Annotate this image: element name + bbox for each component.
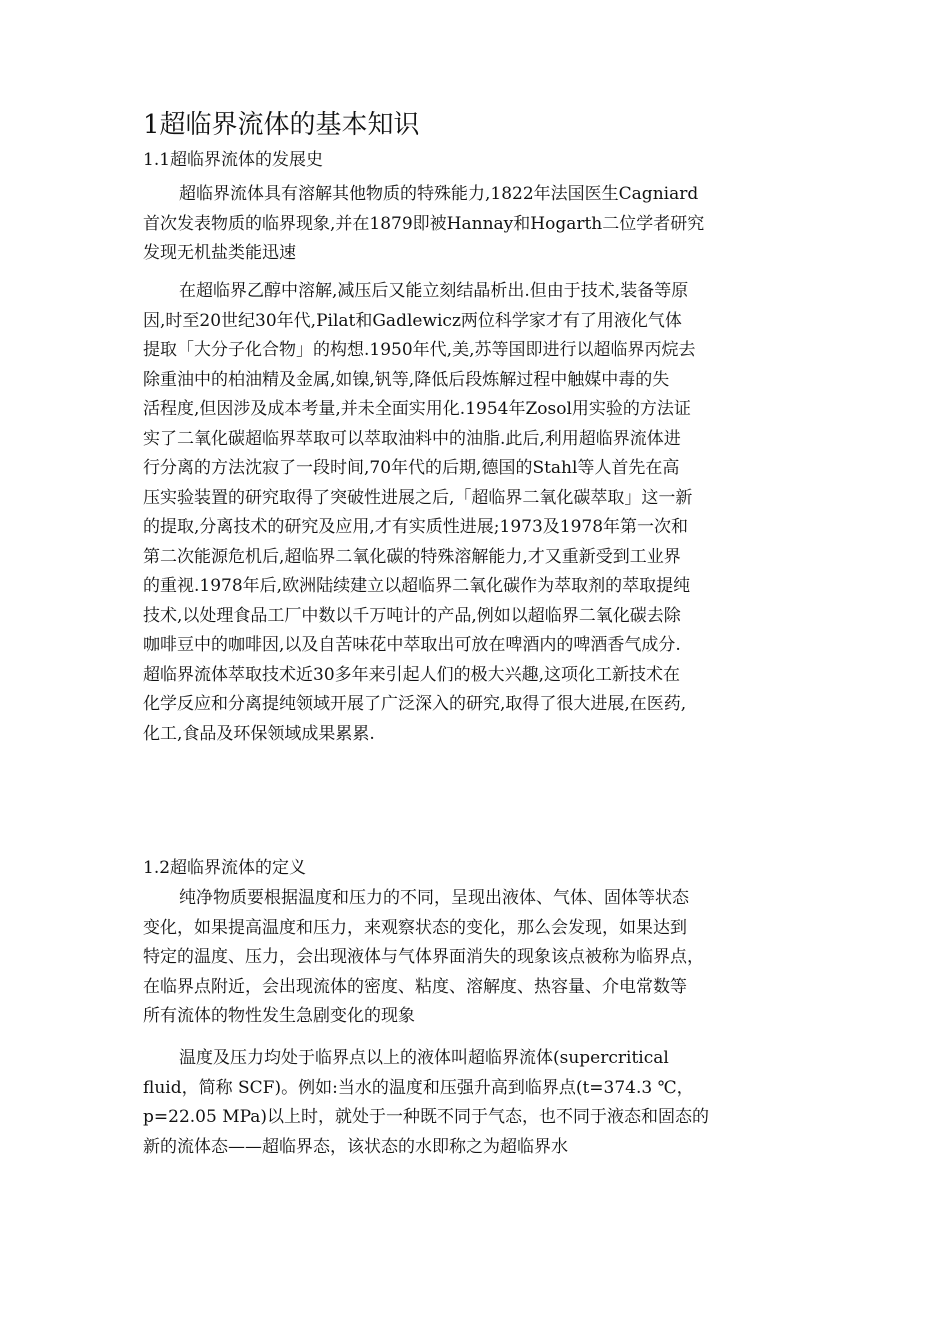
text-line: 纯净物质要根据温度和压力的不同，呈现出液体、气体、固体等状态 [179,888,689,908]
text-line: 所有流体的物性发生急剧变化的现象 [143,1006,415,1026]
text-line: 新的流体态——超临界态，该状态的水即称之为超临界水 [143,1136,568,1157]
section-1-2-paragraph-2 [143,1044,813,1162]
text-line: 提取「大分子化合物」的构想.1950年代,美,苏等国即进行以超临界丙烷去 [143,340,696,360]
section-heading-1-1: 1.1超临界流体的发展史 [143,150,324,170]
text-line: 的提取,分离技术的研究及应用,才有实质性进展;1973及1978年第一次和 [143,517,689,537]
text-line: fluid，简称 SCF)。例如:当水的温度和压强升高到临界点(t=374.3 ℃， [143,1077,694,1098]
document-title: 1超临界流体的基本知识 [143,110,420,140]
text-line: 的重视.1978年后,欧洲陆续建立以超临界二氧化碳作为萃取剂的萃取提纯 [143,576,691,596]
text-line: 压实验装置的研究取得了突破性进展之后,「超临界二氧化碳萃取」这一新 [143,487,693,508]
text-line: 变化，如果提高温度和压力，来观察状态的变化，那么会发现，如果达到 [143,917,687,938]
text-line: 因,时至20世纪30年代,Pilat和Gadlewicz两位科学家才有了用液化气体 [143,310,682,331]
section-1-1-paragraph-2 [143,277,813,749]
text-line: 活程度,但因涉及成本考量,并未全面实用化.1954年Zosol用实验的方法证 [143,399,691,419]
text-line: p=22.05 MPa)以上时，就处于一种既不同于气态，也不同于液态和固态的 [143,1107,710,1127]
text-line: 实了二氧化碳超临界萃取可以萃取油料中的油脂.此后,利用超临界流体进 [143,428,681,449]
section-1-1-paragraph-1 [143,180,813,269]
text-line: 化学反应和分离提纯领域开展了广泛深入的研究,取得了很大进展,在医药, [143,694,687,714]
text-line: 发现无机盐类能迅速 [143,243,296,263]
section-1-2-paragraph-1 [143,884,813,1032]
text-line: 技术,以处理食品工厂中数以千万吨计的产品,例如以超临界二氧化碳去除 [143,605,681,626]
text-line: 超临界流体具有溶解其他物质的特殊能力,1822年法国医生Cagniard [179,184,699,204]
text-line: 行分离的方法沈寂了一段时间,70年代的后期,德国的Stahl等人首先在高 [143,458,680,478]
text-line: 咖啡豆中的咖啡因,以及自苦味花中萃取出可放在啤酒内的啤酒香气成分. [143,635,681,655]
section-heading-1-2: 1.2超临界流体的定义 [143,858,307,878]
text-line: 在临界点附近，会出现流体的密度、粘度、溶解度、热容量、介电常数等 [143,976,687,997]
text-line: 特定的温度、压力，会出现液体与气体界面消失的现象该点被称为临界点， [143,947,704,967]
text-line: 超临界流体萃取技术近30多年来引起人们的极大兴趣,这项化工新技术在 [143,664,681,685]
text-line: 在超临界乙醇中溶解,减压后又能立刻结晶析出.但由于技术,装备等原 [179,281,689,301]
text-line: 首次发表物质的临界现象,并在1879即被Hannay和Hogarth二位学者研究 [143,213,705,234]
text-line: 化工,食品及环保领域成果累累. [143,723,375,744]
text-line: 第二次能源危机后,超临界二氧化碳的特殊溶解能力,才又重新受到工业界 [143,546,681,567]
text-line: 温度及压力均处于临界点以上的液体叫超临界流体(supercritical [179,1048,669,1068]
text-line: 除重油中的柏油精及金属,如镍,钒等,降低后段炼解过程中触媒中毒的失 [143,369,670,390]
